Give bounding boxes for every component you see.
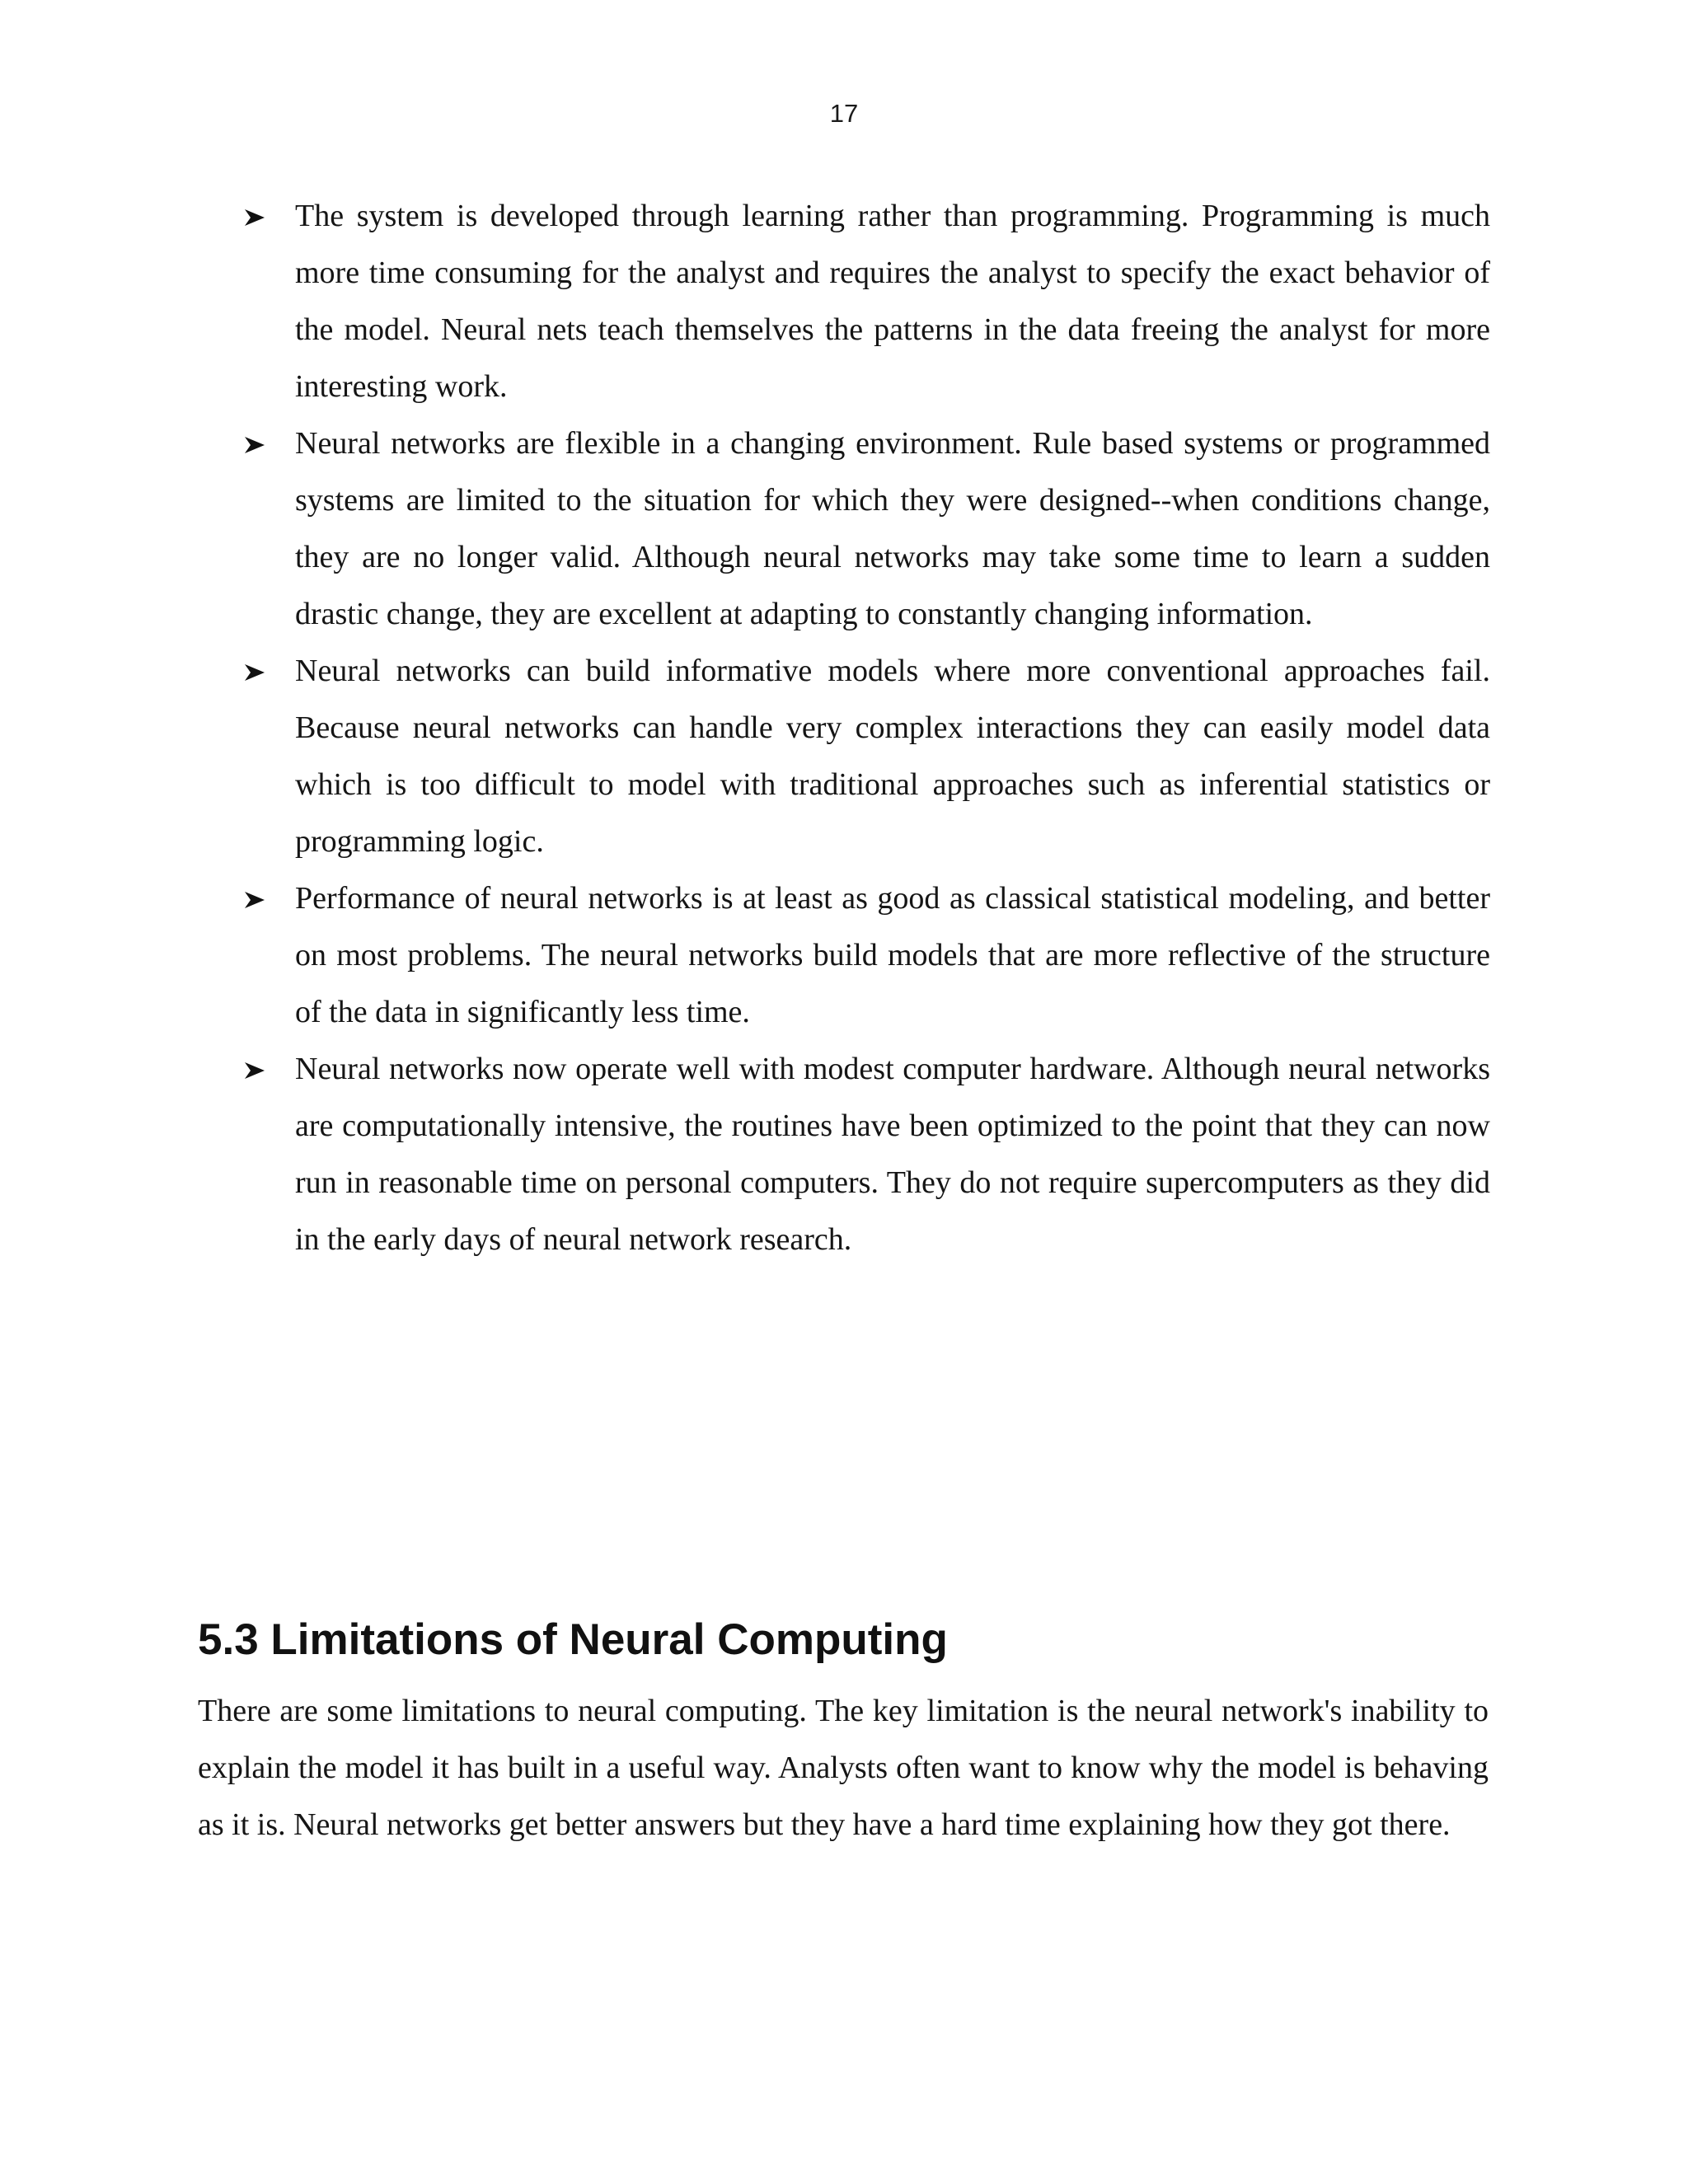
bullet-text: The system is developed through learning rather than programming. Programming is much more time consuming for the analyst and requires the analyst to specify the exact behavior of the model. Neural nets teach themselves the patterns in the data freeing the analyst for more interesting work. (295, 199, 1490, 404)
bullet-item-performance (237, 870, 1490, 1041)
bullet-item-hardware (237, 1041, 1490, 1268)
bullet-item-flexible (237, 415, 1490, 643)
section-paragraph: There are some limitations to neural computing. The key limitation is the neural network's inability to explain the model it has built in a useful way. Analysts often want to know why the model is behaving as it is. Neural networks get better answers but they have a hard time explaining how they got there. (198, 1694, 1489, 1842)
section-heading: 5.3 Limitations of Neural Computing (198, 1615, 948, 1664)
bullet-text: Performance of neural networks is at least as good as classical statistical modeling, and better on most problems. The neural networks build models that are more reflective of the structure of the data in significantly less time. (295, 881, 1490, 1029)
arrowhead-bullet-icon (237, 188, 295, 245)
bullet-text: Neural networks are flexible in a changing environment. Rule based systems or programmed systems are limited to the situation for which they were designed--when conditions change, they are no longer valid. Although neural networks may take some time to learn a sudden drastic change, they are excellent at adapting to constantly changing information. (295, 426, 1490, 631)
arrowhead-bullet-icon (237, 415, 295, 472)
arrowhead-bullet-icon (237, 870, 295, 927)
bullet-text: Neural networks can build informative models where more conventional approaches fail. Because neural networks can handle very complex interactions they can easily model data which is too difficult to model with traditional approaches such as inferential statistics or programming logic. (295, 654, 1490, 859)
page-number: 17 (829, 99, 859, 128)
arrowhead-bullet-icon (237, 1041, 295, 1098)
bullet-item-learning (237, 188, 1490, 415)
advantages-bullet-list (237, 188, 1490, 1268)
bullet-text: Neural networks now operate well with modest computer hardware. Although neural networks are computationally intensive, the routines have been optimized to the point that they can now run in reasonable time on personal computers. They do not require supercomputers as they did in the early days of neural network research. (295, 1052, 1490, 1257)
bullet-item-informative-models (237, 643, 1490, 870)
arrowhead-bullet-icon (237, 643, 295, 700)
